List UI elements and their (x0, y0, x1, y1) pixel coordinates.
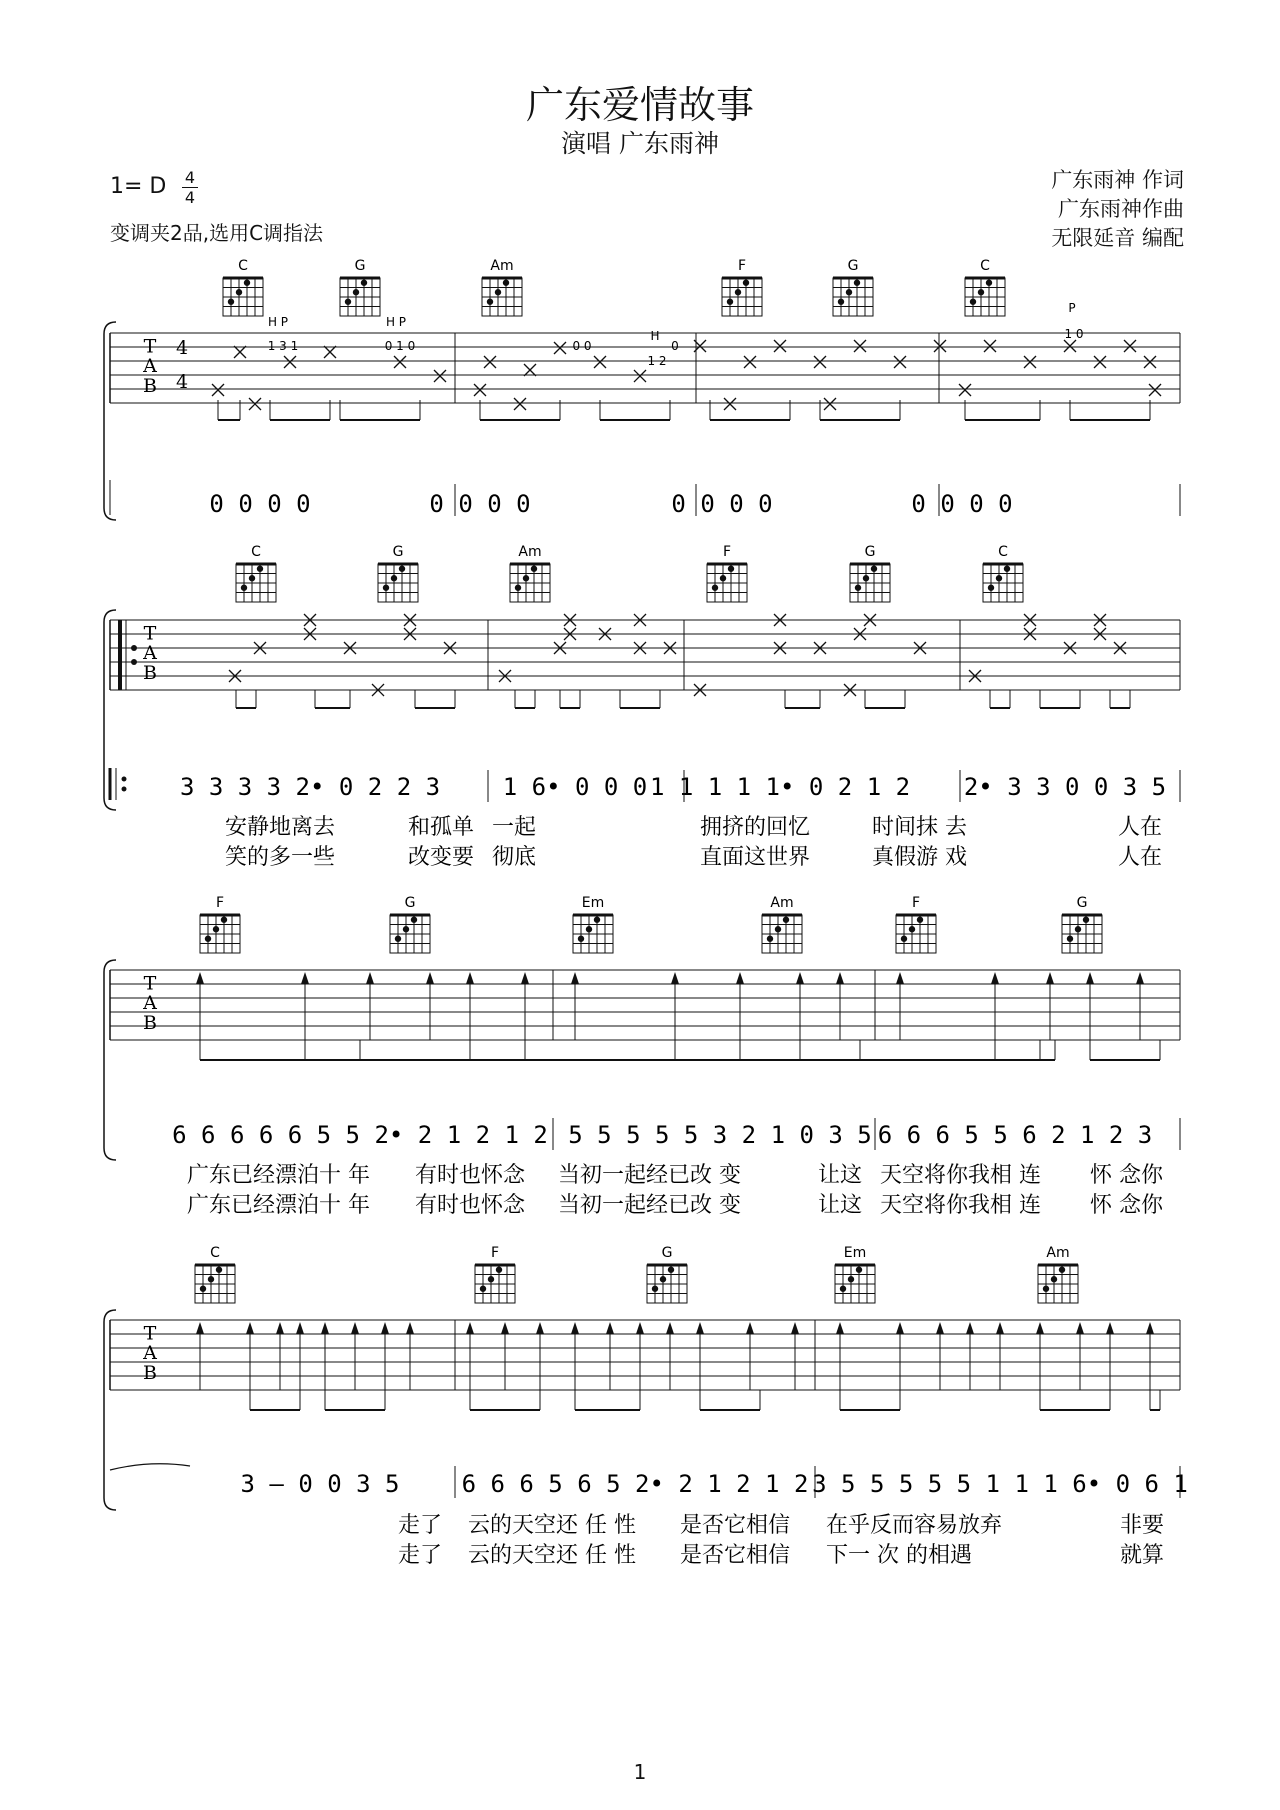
fret-number: 1 2 (647, 354, 667, 368)
chord-name-label: C (980, 258, 990, 274)
strum-arrow-head (466, 1322, 474, 1334)
fret-number: 0 (671, 339, 679, 353)
key-signature: 1= D (110, 174, 167, 199)
lyric-verse-1: 安静地离去 (225, 815, 336, 840)
chord-finger-dot (735, 289, 741, 295)
chord-name-label: G (392, 544, 404, 560)
chord-finger-dot (257, 566, 263, 572)
chord-name-label: G (864, 544, 876, 560)
chord-finger-dot (403, 926, 409, 932)
strum-arrow-head (196, 972, 204, 984)
strum-arrow-head (1076, 1322, 1084, 1334)
chord-finger-dot (411, 917, 417, 923)
chord-finger-dot (978, 289, 984, 295)
lyric-verse-2: 让这 (818, 1193, 863, 1218)
lyric-verse-1: 时间抹 去 (872, 815, 967, 840)
performer-line: 演唱 广东雨神 (561, 129, 719, 158)
lyric-verse-2: 改变要 (408, 845, 475, 870)
strum-arrow-head (1036, 1322, 1044, 1334)
fret-number: 1 0 (1064, 327, 1084, 341)
chord-finger-dot (720, 575, 726, 581)
strum-arrow-head (606, 1322, 614, 1334)
jianpu-notes: 0 0 0 0 (911, 490, 1013, 518)
chord-name-label: G (661, 1245, 673, 1261)
chord-finger-dot (775, 926, 781, 932)
lyric-verse-1: 非要 (1120, 1513, 1165, 1538)
lyric-verse-2: 走了 (398, 1543, 443, 1568)
jianpu-notes: 1 6• 0 0 0 (502, 773, 648, 801)
strum-arrow-head (696, 1322, 704, 1334)
chord-finger-dot (767, 936, 773, 942)
strum-arrow-head (746, 1322, 754, 1334)
page-number: 1 (633, 1760, 647, 1784)
lyric-verse-2: 笑的多一些 (225, 845, 336, 870)
lyric-verse-2: 直面这世界 (700, 845, 811, 870)
jianpu-notes: 5 5 5 5 5 3 2 1 0 3 5 (568, 1121, 872, 1149)
time-sig-top: 4 (184, 168, 196, 187)
strum-arrow-head (296, 1322, 304, 1334)
lyric-verse-1: 当初一起经已改 变 (558, 1163, 741, 1188)
chord-finger-dot (221, 917, 227, 923)
chord-finger-dot (1075, 926, 1081, 932)
chord-finger-dot (863, 575, 869, 581)
chord-finger-dot (228, 299, 234, 305)
technique-mark: H P (267, 315, 289, 329)
strum-arrow-head (521, 972, 529, 984)
tab-label-a: A (143, 1342, 157, 1365)
fret-number: 1 3 1 (267, 339, 299, 353)
fret-number: 0 1 0 (384, 339, 416, 353)
strum-arrow-head (1106, 1322, 1114, 1334)
lyric-verse-2: 就算 (1120, 1543, 1165, 1568)
strum-arrow-head (406, 1322, 414, 1334)
arranger-credit: 无限延音 编配 (1051, 226, 1184, 250)
chord-name-label: C (210, 1245, 220, 1261)
lyric-verse-2: 真假游 戏 (872, 845, 967, 870)
chord-name-label: C (251, 544, 261, 560)
tab-label-t: T (143, 622, 157, 645)
chord-finger-dot (917, 917, 923, 923)
chord-finger-dot (848, 1276, 854, 1282)
jianpu-notes: 3 5 5 5 5 5 1 1 1 6• 0 6 1 (812, 1470, 1188, 1498)
chord-name-label: Am (770, 895, 794, 911)
chord-finger-dot (205, 936, 211, 942)
strum-arrow-head (426, 972, 434, 984)
lyric-verse-1: 天空将你我相 连 (880, 1163, 1041, 1188)
chord-finger-dot (523, 575, 529, 581)
strum-arrow-head (466, 972, 474, 984)
chord-finger-dot (241, 585, 247, 591)
repeat-dot (131, 645, 137, 651)
chord-finger-dot (480, 1286, 486, 1292)
strum-arrow-head (571, 1322, 579, 1334)
lyric-verse-1: 走了 (398, 1513, 443, 1538)
chord-name-label: G (1076, 895, 1088, 911)
chord-finger-dot (216, 1267, 222, 1273)
tab-label-t: T (143, 1322, 157, 1345)
lyric-verse-1: 拥挤的回忆 (700, 815, 811, 840)
chord-finger-dot (399, 566, 405, 572)
chord-finger-dot (353, 289, 359, 295)
chord-finger-dot (712, 585, 718, 591)
chord-finger-dot (988, 585, 994, 591)
tab-label-b: B (143, 661, 157, 684)
song-title: 广东爱情故事 (525, 83, 754, 127)
lyric-verse-1: 云的天空还 任 性 (468, 1513, 636, 1538)
chord-finger-dot (244, 280, 250, 286)
strum-arrow-head (571, 972, 579, 984)
chord-finger-dot (488, 1276, 494, 1282)
chord-finger-dot (986, 280, 992, 286)
chord-finger-dot (345, 299, 351, 305)
strum-arrow-head (936, 1322, 944, 1334)
chord-finger-dot (668, 1267, 674, 1273)
chord-finger-dot (846, 289, 852, 295)
chord-finger-dot (503, 280, 509, 286)
capo-note: 变调夹2品,选用C调指法 (110, 221, 324, 245)
chord-name-label: F (722, 544, 732, 560)
strum-arrow-head (896, 1322, 904, 1334)
time-sig-bottom: 4 (182, 187, 198, 207)
chord-name-label: F (490, 1245, 500, 1261)
chord-name-label: C (238, 258, 248, 274)
chord-finger-dot (487, 299, 493, 305)
strum-arrow-head (276, 1322, 284, 1334)
lyric-verse-1: 广东已经漂泊十 年 (187, 1163, 370, 1188)
chord-name-label: F (215, 895, 225, 911)
chord-finger-dot (855, 585, 861, 591)
jianpu-notes: 0 0 0 0 (671, 490, 773, 518)
chord-finger-dot (970, 299, 976, 305)
chord-finger-dot (594, 917, 600, 923)
strum-arrow-head (366, 972, 374, 984)
lyric-verse-1: 人在 (1118, 815, 1163, 840)
strum-arrow-head (1046, 972, 1054, 984)
chord-name-label: Am (1046, 1245, 1070, 1261)
chord-name-label: G (354, 258, 366, 274)
chord-finger-dot (727, 299, 733, 305)
chord-finger-dot (249, 575, 255, 581)
strum-arrow-head (501, 1322, 509, 1334)
chord-finger-dot (236, 289, 242, 295)
chord-name-label: Am (518, 544, 542, 560)
strum-arrow-head (1136, 972, 1144, 984)
lyric-verse-2: 彻底 (492, 845, 537, 870)
tab-label-t: T (143, 972, 157, 995)
lyric-verse-2: 广东已经漂泊十 年 (187, 1193, 370, 1218)
chord-finger-dot (743, 280, 749, 286)
tab-label-b: B (143, 1361, 157, 1384)
strum-arrow-head (736, 972, 744, 984)
strum-arrow-head (1146, 1322, 1154, 1334)
technique-mark: P (1068, 301, 1076, 315)
jianpu-notes: 0 0 0 0 (429, 490, 531, 518)
lyric-verse-2: 怀 念你 (1090, 1193, 1163, 1218)
chord-finger-dot (1083, 917, 1089, 923)
strum-arrow-head (966, 1322, 974, 1334)
chord-finger-dot (1004, 566, 1010, 572)
lyric-verse-1: 在乎反而容易放弃 (826, 1513, 1003, 1538)
strum-arrow-head (301, 972, 309, 984)
tab-time-top: 4 (175, 337, 189, 359)
strum-arrow-head (636, 1322, 644, 1334)
chord-finger-dot (395, 936, 401, 942)
chord-finger-dot (496, 1267, 502, 1273)
strum-arrow-head (666, 1322, 674, 1334)
lyric-verse-2: 天空将你我相 连 (880, 1193, 1041, 1218)
chord-name-label: F (911, 895, 921, 911)
strum-arrow-head (536, 1322, 544, 1334)
strum-arrow-head (1086, 972, 1094, 984)
chord-finger-dot (840, 1286, 846, 1292)
tab-label-a: A (143, 992, 157, 1015)
chord-finger-dot (783, 917, 789, 923)
tab-label-a: A (143, 355, 157, 378)
chord-finger-dot (383, 585, 389, 591)
chord-finger-dot (1067, 936, 1073, 942)
tie-arc (110, 1464, 190, 1470)
chord-finger-dot (854, 280, 860, 286)
chord-name-label: Em (581, 895, 605, 911)
chord-finger-dot (996, 575, 1002, 581)
lyric-verse-2: 当初一起经已改 变 (558, 1193, 741, 1218)
chord-name-label: Am (490, 258, 514, 274)
fret-number: 0 0 (572, 339, 592, 353)
jianpu-notes: 1 1 1 1 1• 0 2 1 2 (649, 773, 911, 801)
chord-finger-dot (909, 926, 915, 932)
strum-arrow-head (996, 1322, 1004, 1334)
strum-arrow-head (836, 1322, 844, 1334)
strum-arrow-head (321, 1322, 329, 1334)
tab-label-b: B (143, 1011, 157, 1034)
chord-finger-dot (728, 566, 734, 572)
strum-arrow-head (246, 1322, 254, 1334)
chord-finger-dot (1051, 1276, 1057, 1282)
lyric-verse-2: 人在 (1118, 845, 1163, 870)
repeat-dot (122, 777, 127, 782)
chord-finger-dot (856, 1267, 862, 1273)
chord-finger-dot (391, 575, 397, 581)
chord-finger-dot (578, 936, 584, 942)
repeat-dot (122, 787, 127, 792)
chord-finger-dot (495, 289, 501, 295)
chord-finger-dot (1043, 1286, 1049, 1292)
strum-arrow-head (991, 972, 999, 984)
jianpu-notes: 3 3 3 3 2• 0 2 2 3 (179, 773, 441, 801)
chord-finger-dot (652, 1286, 658, 1292)
jianpu-notes: 3 — 0 0 3 5 (240, 1470, 400, 1498)
repeat-dot (131, 659, 137, 665)
lyric-verse-1: 有时也怀念 (415, 1163, 526, 1188)
chord-finger-dot (871, 566, 877, 572)
chord-finger-dot (200, 1286, 206, 1292)
technique-mark: H P (385, 315, 407, 329)
chord-finger-dot (515, 585, 521, 591)
strum-arrow-head (791, 1322, 799, 1334)
chord-finger-dot (361, 280, 367, 286)
tab-label-a: A (143, 642, 157, 665)
jianpu-notes: 6 6 6 5 6 5 2• 2 1 2 1 2 (461, 1470, 809, 1498)
chord-finger-dot (531, 566, 537, 572)
lyric-verse-1: 一起 (492, 815, 537, 840)
tab-label-t: T (143, 335, 157, 358)
strum-arrow-head (896, 972, 904, 984)
lyric-verse-2: 有时也怀念 (415, 1193, 526, 1218)
chord-name-label: C (998, 544, 1008, 560)
lyric-verse-1: 怀 念你 (1090, 1163, 1163, 1188)
technique-mark: H (650, 329, 660, 343)
composer-credit: 广东雨神作曲 (1058, 197, 1184, 221)
chord-finger-dot (901, 936, 907, 942)
tab-label-b: B (143, 374, 157, 397)
chord-finger-dot (586, 926, 592, 932)
chord-finger-dot (213, 926, 219, 932)
lyric-verse-1: 是否它相信 (680, 1513, 791, 1538)
strum-arrow-head (671, 972, 679, 984)
lyric-verse-1: 和孤单 (408, 815, 475, 840)
jianpu-notes: 0 0 0 0 (209, 490, 311, 518)
strum-arrow-head (196, 1322, 204, 1334)
strum-arrow-head (381, 1322, 389, 1334)
lyric-verse-2: 云的天空还 任 性 (468, 1543, 636, 1568)
chord-finger-dot (660, 1276, 666, 1282)
lyricist-credit: 广东雨神 作词 (1051, 168, 1184, 192)
lyric-verse-2: 下一 次 的相遇 (826, 1543, 972, 1568)
strum-arrow-head (351, 1322, 359, 1334)
chord-name-label: Em (843, 1245, 867, 1261)
lyric-verse-2: 是否它相信 (680, 1543, 791, 1568)
tab-time-bottom: 4 (175, 371, 189, 393)
lyric-verse-1: 让这 (818, 1163, 863, 1188)
chord-name-label: G (404, 895, 416, 911)
strum-arrow-head (796, 972, 804, 984)
chord-name-label: G (847, 258, 859, 274)
chord-finger-dot (1059, 1267, 1065, 1273)
jianpu-notes: 6 6 6 6 6 5 5 2• 2 1 2 1 2 (172, 1121, 548, 1149)
chord-name-label: F (737, 258, 747, 274)
chord-finger-dot (208, 1276, 214, 1282)
jianpu-notes: 6 6 6 5 5 6 2 1 2 3 (877, 1121, 1153, 1149)
jianpu-notes: 2• 3 3 0 0 3 5 (963, 773, 1167, 801)
strum-arrow-head (836, 972, 844, 984)
chord-finger-dot (838, 299, 844, 305)
